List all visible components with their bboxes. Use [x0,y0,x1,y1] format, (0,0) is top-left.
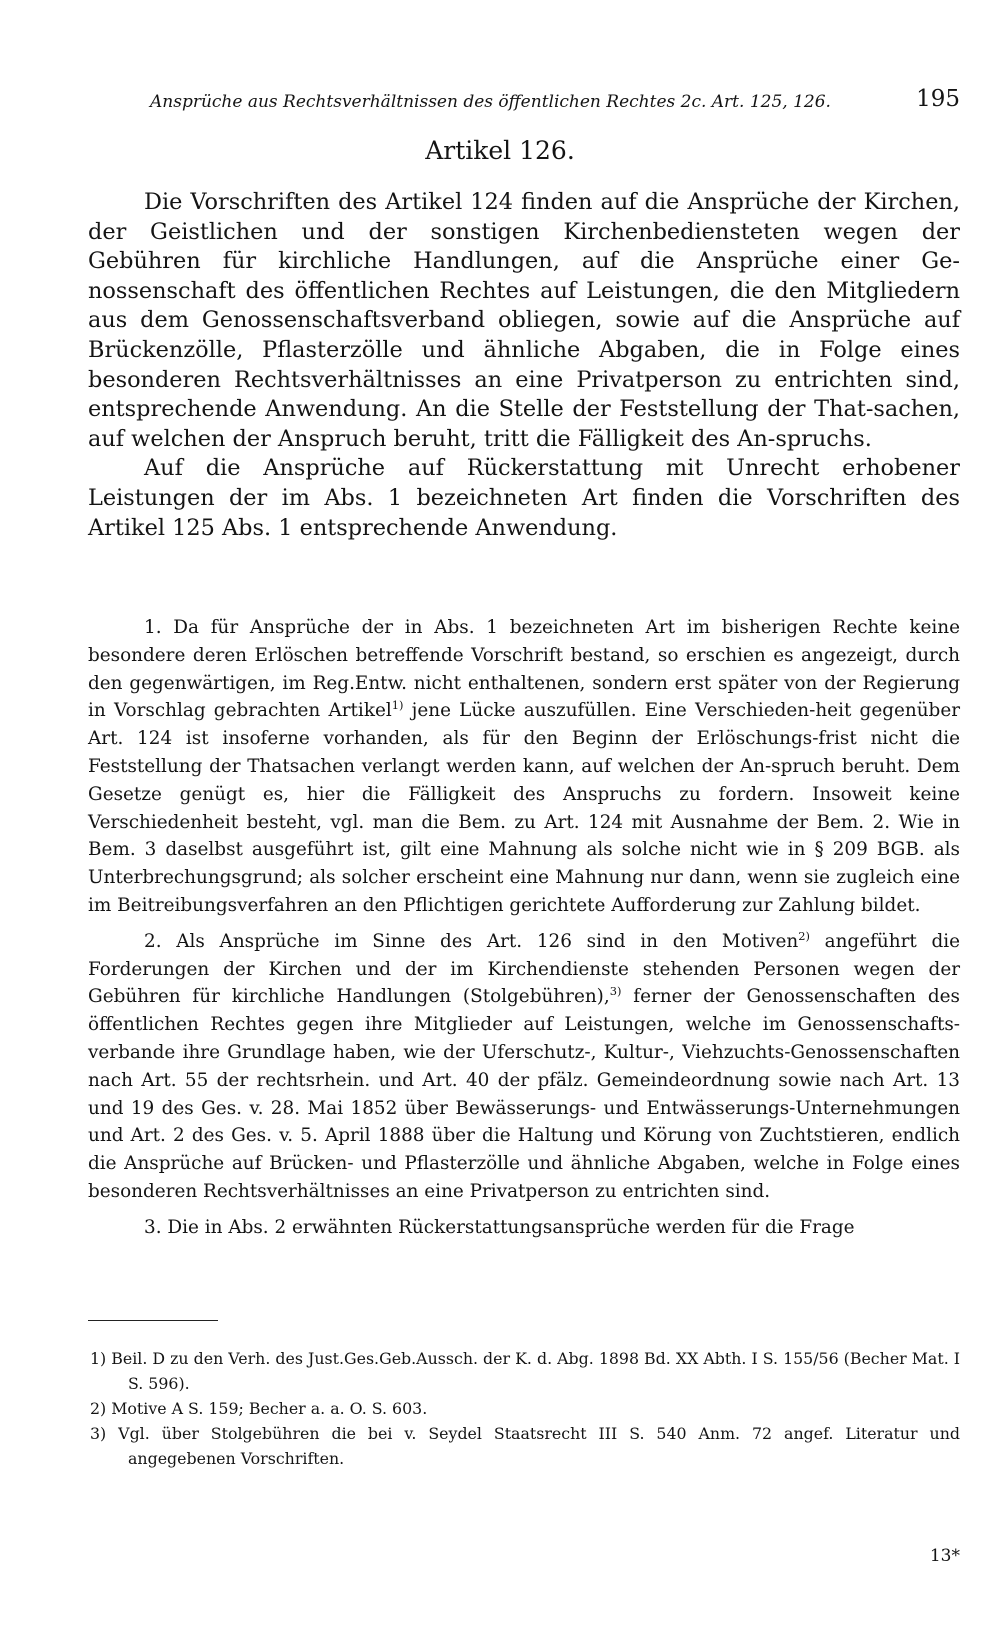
note-2-text-b: angeführt die Forderungen der Kirchen und der im Kirchendienste stehenden Personen wegen der Gebühren für kirchliche Handlungen (Stolgebühren), [88,930,960,1008]
footnote-2-text: Motive A S. 159; Becher a. a. O. S. 603. [111,1399,428,1418]
statute-paragraph-1: Die Vorschriften des Artikel 124 finden auf die Ansprüche der Kirchen, der Geistlichen und der sonstigen Kirchenbediensteten wegen der Gebühren für kirchliche Handlungen, auf die Ansprüche einer Ge-nossenschaft des öffentlichen Rechtes auf Leistungen, die den Mitgliedern aus dem Genossenschaftsverband obliegen, sowie auf die Ansprüche auf Brückenzölle, Pflasterzölle und ähnliche Abgaben, die in Folge eines besonderen Rechtsverhältnisses an eine Privatperson zu entrichten sind, entsprechende Anwendung. An die Stelle der Feststellung der That-sachen, auf welchen der Anspruch beruht, tritt die Fälligkeit des An-spruchs. [88,189,960,452]
page-header [150,86,960,120]
footnote-1-text: Beil. D zu den Verh. des Just.Ges.Geb.Aussch. der K. d. Abg. 1898 Bd. XX Abth. I S. 155/56 (Becher Mat. I S. 596). [111,1349,960,1393]
footnote-1-mark: 1) [90,1349,107,1368]
commentary-note-1 [88,614,960,920]
note-2-text-a: 2. Als Ansprüche im Sinne des Art. 126 sind in den Motiven [144,930,799,952]
footnote-ref-2: 2) [798,928,810,943]
statute-text [88,188,960,543]
footnote-1 [88,1346,960,1396]
footnote-divider [88,1320,218,1321]
footnote-3-mark: 3) [90,1424,107,1443]
note-1-text-b: jene Lücke auszufüllen. Eine Verschieden-heit gegenüber Art. 124 ist insoferne vorhanden, als für den Beginn der Erlöschungs-frist nicht die Feststellung der Thatsachen verlangt werden kann, auf welchen der An-spruch beruht. Dem Gesetze genügt es, hier die Fälligkeit des Anspruchs zu fordern. Insoweit keine Verschiedenheit besteht, vgl. man die Bem. zu Art. 124 mit Ausnahme der Bem. 2. Wie in Bem. 3 daselbst ausgeführt ist, gilt eine Mahnung als solche nicht wie in § 209 BGB. als Unterbrechungsgrund; als solcher erscheint eine Mahnung nur dann, wenn sie zugleich eine im Beitreibungsverfahren an den Pflichtigen gerichtete Aufforderung zur Zahlung bildet. [88,700,960,916]
footnote-3 [88,1421,960,1471]
page-number: 195 [916,86,960,112]
footnote-2 [88,1396,960,1421]
footnotes [88,1346,960,1471]
running-title: Ansprüche aus Rechtsverhältnissen des öffentlichen Rechtes 2c. Art. 125, 126. [150,92,831,112]
note-1-text-a: 1. Da für Ansprüche der in Abs. 1 bezeichneten Art im bisherigen Rechte keine besondere deren Erlöschen betreffende Vorschrift bestand, so erschien es angezeigt, durch den gegenwärtigen, im Reg.Entw. nicht enthaltenen, sondern erst später von der Regierung in Vorschlag gebrachten Artikel [88,617,960,722]
commentary [88,614,960,1242]
footnote-2-mark: 2) [90,1399,107,1418]
statute-paragraph-2: Auf die Ansprüche auf Rückerstattung mit Unrecht erhobener Leistungen der im Abs. 1 bezeichneten Art finden die Vorschriften des Artikel 125 Abs. 1 entsprechende Anwendung. [88,455,960,541]
footnote-3-text: Vgl. über Stolgebühren die bei v. Seydel Staatsrecht III S. 540 Anm. 72 angef. Literatur und angegebenen Vorschriften. [118,1424,960,1468]
commentary-note-3: 3. Die in Abs. 2 erwähnten Rückerstattungsansprüche werden für die Frage [144,1216,855,1238]
article-title: Artikel 126. [425,136,575,165]
footnote-ref-3: 3) [609,984,622,999]
note-2-text-c: ferner der Genossenschaften des öffentlichen Rechtes gegen ihre Mitglieder auf Leistungen, welche im Genossenschafts-verbande ihre Grundlage haben, wie der Uferschutz-, Kultur-, Viehzuchts-Genossenschaften nach Art. 55 der rechtsrhein. und Art. 40 der pfälz. Gemeindeordnung sowie nach Art. 13 und 19 des Ges. v. 28. Mai 1852 über Bewässerungs- und Entwässerungs-Unternehmungen und Art. 2 des Ges. v. 5. April 1888 über die Haltung und Körung von Zuchtstieren, endlich die Ansprüche auf Brücken- und Pflasterzölle und ähnliche Abgaben, welche in Folge eines besonderen Rechtsverhältnisses an eine Privatperson zu entrichten sind. [88,986,960,1202]
signature-mark: 13* [929,1546,960,1566]
footnote-ref-1: 1) [391,698,404,713]
commentary-note-2 [88,928,960,1206]
